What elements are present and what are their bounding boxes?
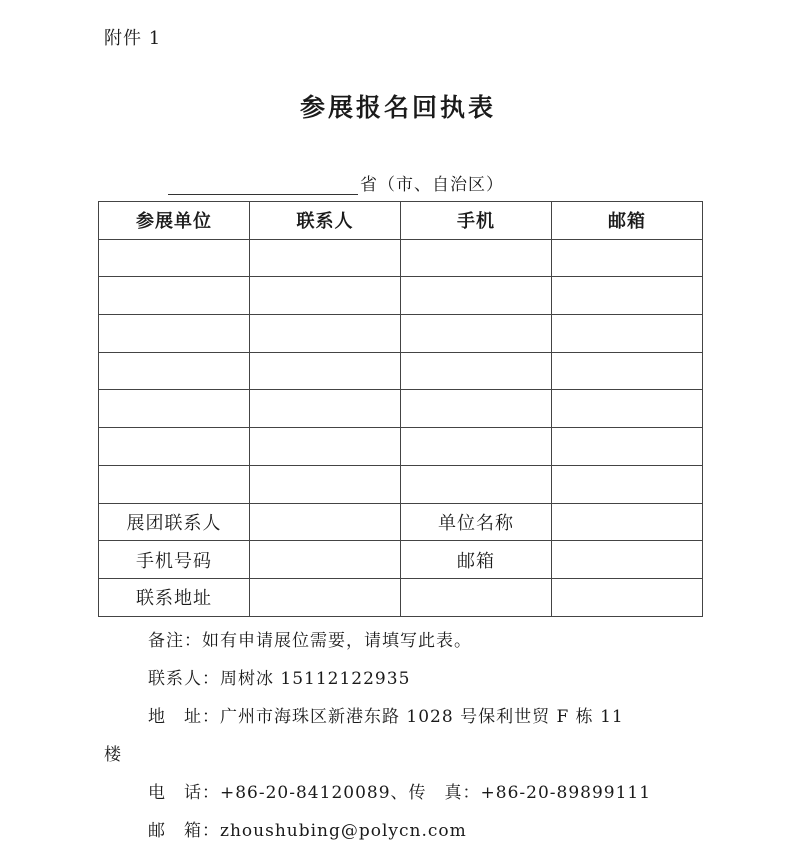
mobile-label: 手机号码 — [99, 541, 250, 579]
cell-email[interactable] — [552, 239, 703, 277]
page-title: 参展报名回执表 — [299, 93, 496, 122]
attachment-label: 附件 1 — [104, 28, 162, 49]
cell-mobile[interactable] — [401, 390, 552, 428]
unit-name-value[interactable] — [552, 503, 703, 541]
cell-mobile[interactable] — [401, 315, 552, 353]
cell-contact[interactable] — [250, 465, 401, 503]
province-suffix: 省（市、自治区） — [360, 175, 504, 195]
address-label: 联系地址 — [99, 578, 250, 616]
footer-row-address — [99, 578, 703, 616]
table-row — [99, 390, 703, 428]
cell-email[interactable] — [552, 352, 703, 390]
address-line-continued: 楼 — [104, 745, 122, 765]
address-value-extra[interactable] — [401, 578, 552, 616]
address-value[interactable] — [250, 578, 401, 616]
unit-name-label: 单位名称 — [401, 503, 552, 541]
address-line: 地 址：广州市海珠区新港东路 1028 号保利世贸 F 栋 11 — [148, 707, 624, 727]
group-contact-value[interactable] — [250, 503, 401, 541]
cell-contact[interactable] — [250, 428, 401, 466]
cell-exhibitor[interactable] — [99, 315, 250, 353]
table-row — [99, 352, 703, 390]
header-mobile: 手机 — [401, 202, 552, 240]
cell-email[interactable] — [552, 465, 703, 503]
cell-exhibitor[interactable] — [99, 390, 250, 428]
cell-contact[interactable] — [250, 315, 401, 353]
cell-mobile[interactable] — [401, 239, 552, 277]
cell-exhibitor[interactable] — [99, 352, 250, 390]
cell-contact[interactable] — [250, 239, 401, 277]
table-row — [99, 315, 703, 353]
registration-table — [98, 201, 703, 617]
phone-fax-line: 电 话：+86-20-84120089、传 真：+86-20-89899111 — [148, 783, 652, 803]
cell-email[interactable] — [552, 390, 703, 428]
table-row — [99, 428, 703, 466]
province-blank[interactable] — [168, 172, 358, 195]
province-line — [168, 170, 504, 195]
cell-email[interactable] — [552, 277, 703, 315]
contact-line: 联系人：周树冰 15112122935 — [148, 669, 411, 689]
cell-contact[interactable] — [250, 390, 401, 428]
cell-exhibitor[interactable] — [99, 465, 250, 503]
cell-mobile[interactable] — [401, 352, 552, 390]
table-row — [99, 277, 703, 315]
email-value[interactable] — [552, 541, 703, 579]
header-email: 邮箱 — [552, 202, 703, 240]
group-contact-label: 展团联系人 — [99, 503, 250, 541]
cell-email[interactable] — [552, 428, 703, 466]
email-label: 邮箱 — [401, 541, 552, 579]
cell-mobile[interactable] — [401, 277, 552, 315]
cell-exhibitor[interactable] — [99, 428, 250, 466]
mobile-value[interactable] — [250, 541, 401, 579]
email-line: 邮 箱：zhoushubing@polycn.com — [148, 821, 467, 841]
footer-row-mobile — [99, 541, 703, 579]
cell-mobile[interactable] — [401, 428, 552, 466]
cell-contact[interactable] — [250, 277, 401, 315]
cell-exhibitor[interactable] — [99, 277, 250, 315]
cell-mobile[interactable] — [401, 465, 552, 503]
cell-email[interactable] — [552, 315, 703, 353]
address-value-extra-2[interactable] — [552, 578, 703, 616]
header-contact: 联系人 — [250, 202, 401, 240]
table-row — [99, 239, 703, 277]
cell-exhibitor[interactable] — [99, 239, 250, 277]
header-exhibitor: 参展单位 — [99, 202, 250, 240]
footer-row-group-contact — [99, 503, 703, 541]
notes-section — [104, 622, 724, 850]
table-row — [99, 465, 703, 503]
cell-contact[interactable] — [250, 352, 401, 390]
table-header-row — [99, 202, 703, 240]
remark-line: 备注：如有申请展位需要，请填写此表。 — [148, 631, 472, 651]
